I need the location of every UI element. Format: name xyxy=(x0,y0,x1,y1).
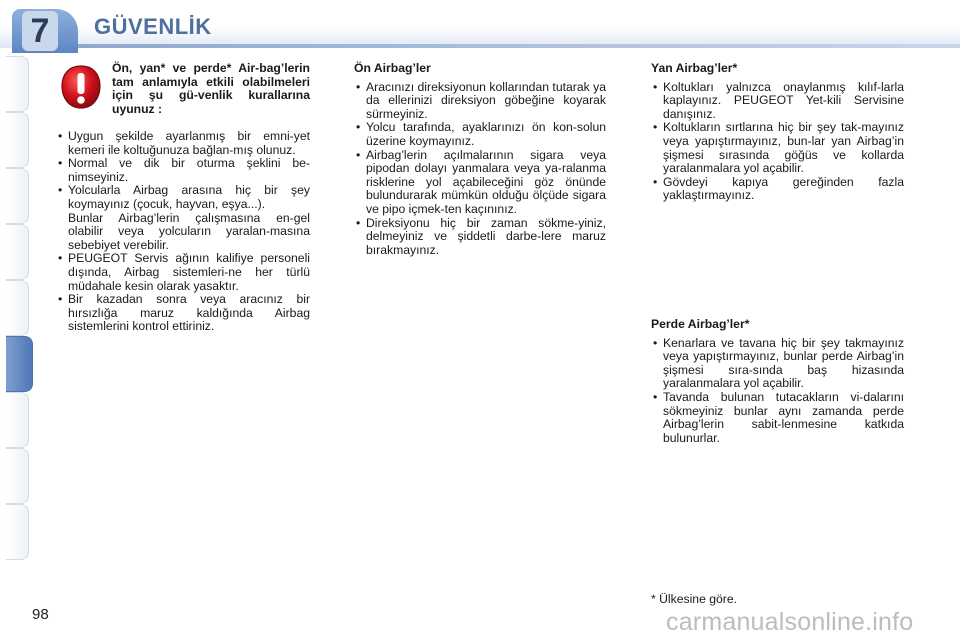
side-tab[interactable] xyxy=(6,56,29,112)
side-tab[interactable] xyxy=(6,168,29,224)
side-tab[interactable] xyxy=(6,392,29,448)
curtain-airbags-section xyxy=(651,318,904,445)
exclamation-warning-icon xyxy=(60,64,102,110)
list-item-note: Bunlar Airbag’lerin çalışmasına en-gel olabilir veya yolcuların yaralan-masına sebebiyet verebilir. xyxy=(68,210,310,252)
side-airbags-section xyxy=(651,62,904,203)
list-item: • Uygun şekilde ayarlanmış bir emni-yet kemeri ile koltuğunuza bağlan-mış olunuz. xyxy=(56,130,310,157)
page-number: 98 xyxy=(32,606,49,623)
list-item: • Yolcu tarafında, ayaklarınızı ön kon-solun üzerine koymayınız. xyxy=(354,121,606,148)
list-item xyxy=(56,184,310,252)
list-item: • Direksiyonu hiç bir zaman sökme-yiniz, delmeyiniz ve şiddetli darbe-lere maruz bırakmayınız. xyxy=(354,217,606,258)
chapter-side-tabs xyxy=(0,56,40,576)
side-tab[interactable] xyxy=(6,448,29,504)
side-tab[interactable] xyxy=(6,504,29,560)
list-item: • Koltukları yalnızca onaylanmış kılıf-larla kaplayınız. PEUGEOT Yet-kili Servisine danışınız. xyxy=(651,81,904,122)
side-tab[interactable] xyxy=(6,280,29,336)
side-tab-active[interactable] xyxy=(6,336,33,392)
header-divider xyxy=(78,44,960,48)
section-title: Ön Airbag’ler xyxy=(354,61,431,75)
watermark: carmanualsonline.info xyxy=(666,608,914,636)
list-item: • Normal ve dik bir oturma şeklini be-nimseyiniz. xyxy=(56,157,310,184)
general-rules-column xyxy=(56,130,310,334)
list-item: • Bir kazadan sonra veya aracınız bir hırsızlığa maruz kaldığında Airbag sistemlerini kontrol ettiriniz. xyxy=(56,293,310,334)
list-item: • Tavanda bulunan tutacakların vi-dalarını sökmeyiniz bunlar aynı zamanda perde Airbag’lerin sabit-lenmesine katkıda bulunurlar. xyxy=(651,391,904,445)
chapter-number: 7 xyxy=(22,11,58,51)
list-item: • Aracınızı direksiyonun kollarından tutarak ya da ellerinizi direksiyon göbeğine koyarak sürmeyiniz. xyxy=(354,81,606,122)
list-item: • PEUGEOT Servis ağının kalifiye personeli dışında, Airbag sistemleri-ne her türlü müdahale kesin olarak yasaktır. xyxy=(56,252,310,293)
section-title: Yan Airbag’ler* xyxy=(651,61,738,75)
list-item: • Airbag’lerin açılmalarının sigara veya pipodan dolayı yanmalara veya ya-ralanma risklerine yol açabileceğini göz önünde bulundurarak mümkün olduğu ölçüde sigara ve pipo içmek-ten kaçınınız. xyxy=(354,149,606,217)
lead-text: Ön, yan* ve perde* Air-bag’lerin tam anlamıyla etkili olabilmeleri için şu gü-venlik kurallarına uyunuz : xyxy=(112,61,310,116)
section-title: Perde Airbag’ler* xyxy=(651,317,750,331)
footnote: * Ülkesine göre. xyxy=(651,592,738,606)
side-tab[interactable] xyxy=(6,224,29,280)
list-item: • Kenarlara ve tavana hiç bir şey takmayınız veya yapıştırmayınız, bunlar perde Airbag’in şişmesi sıra-sında baş hizasında yaralanmalara yol açabilir. xyxy=(651,337,904,391)
list-item: • Gövdeyi kapıya gereğinden fazla yaklaştırmayınız. xyxy=(651,176,904,203)
chapter-title: GÜVENLİK xyxy=(94,14,212,39)
side-tab[interactable] xyxy=(6,112,29,168)
list-item: • Koltukların sırtlarına hiç bir şey tak-mayınız veya yapıştırmayınız, bun-lar yan Airbag’in şişmesi sırasında göğüs ve kollarda yaralanmalara yol açabilir. xyxy=(651,121,904,175)
front-airbags-section xyxy=(354,62,606,257)
list-item-text: • Yolcularla Airbag arasına hiç bir şey koymayınız (çocuk, hayvan, eşya...). xyxy=(68,183,310,211)
